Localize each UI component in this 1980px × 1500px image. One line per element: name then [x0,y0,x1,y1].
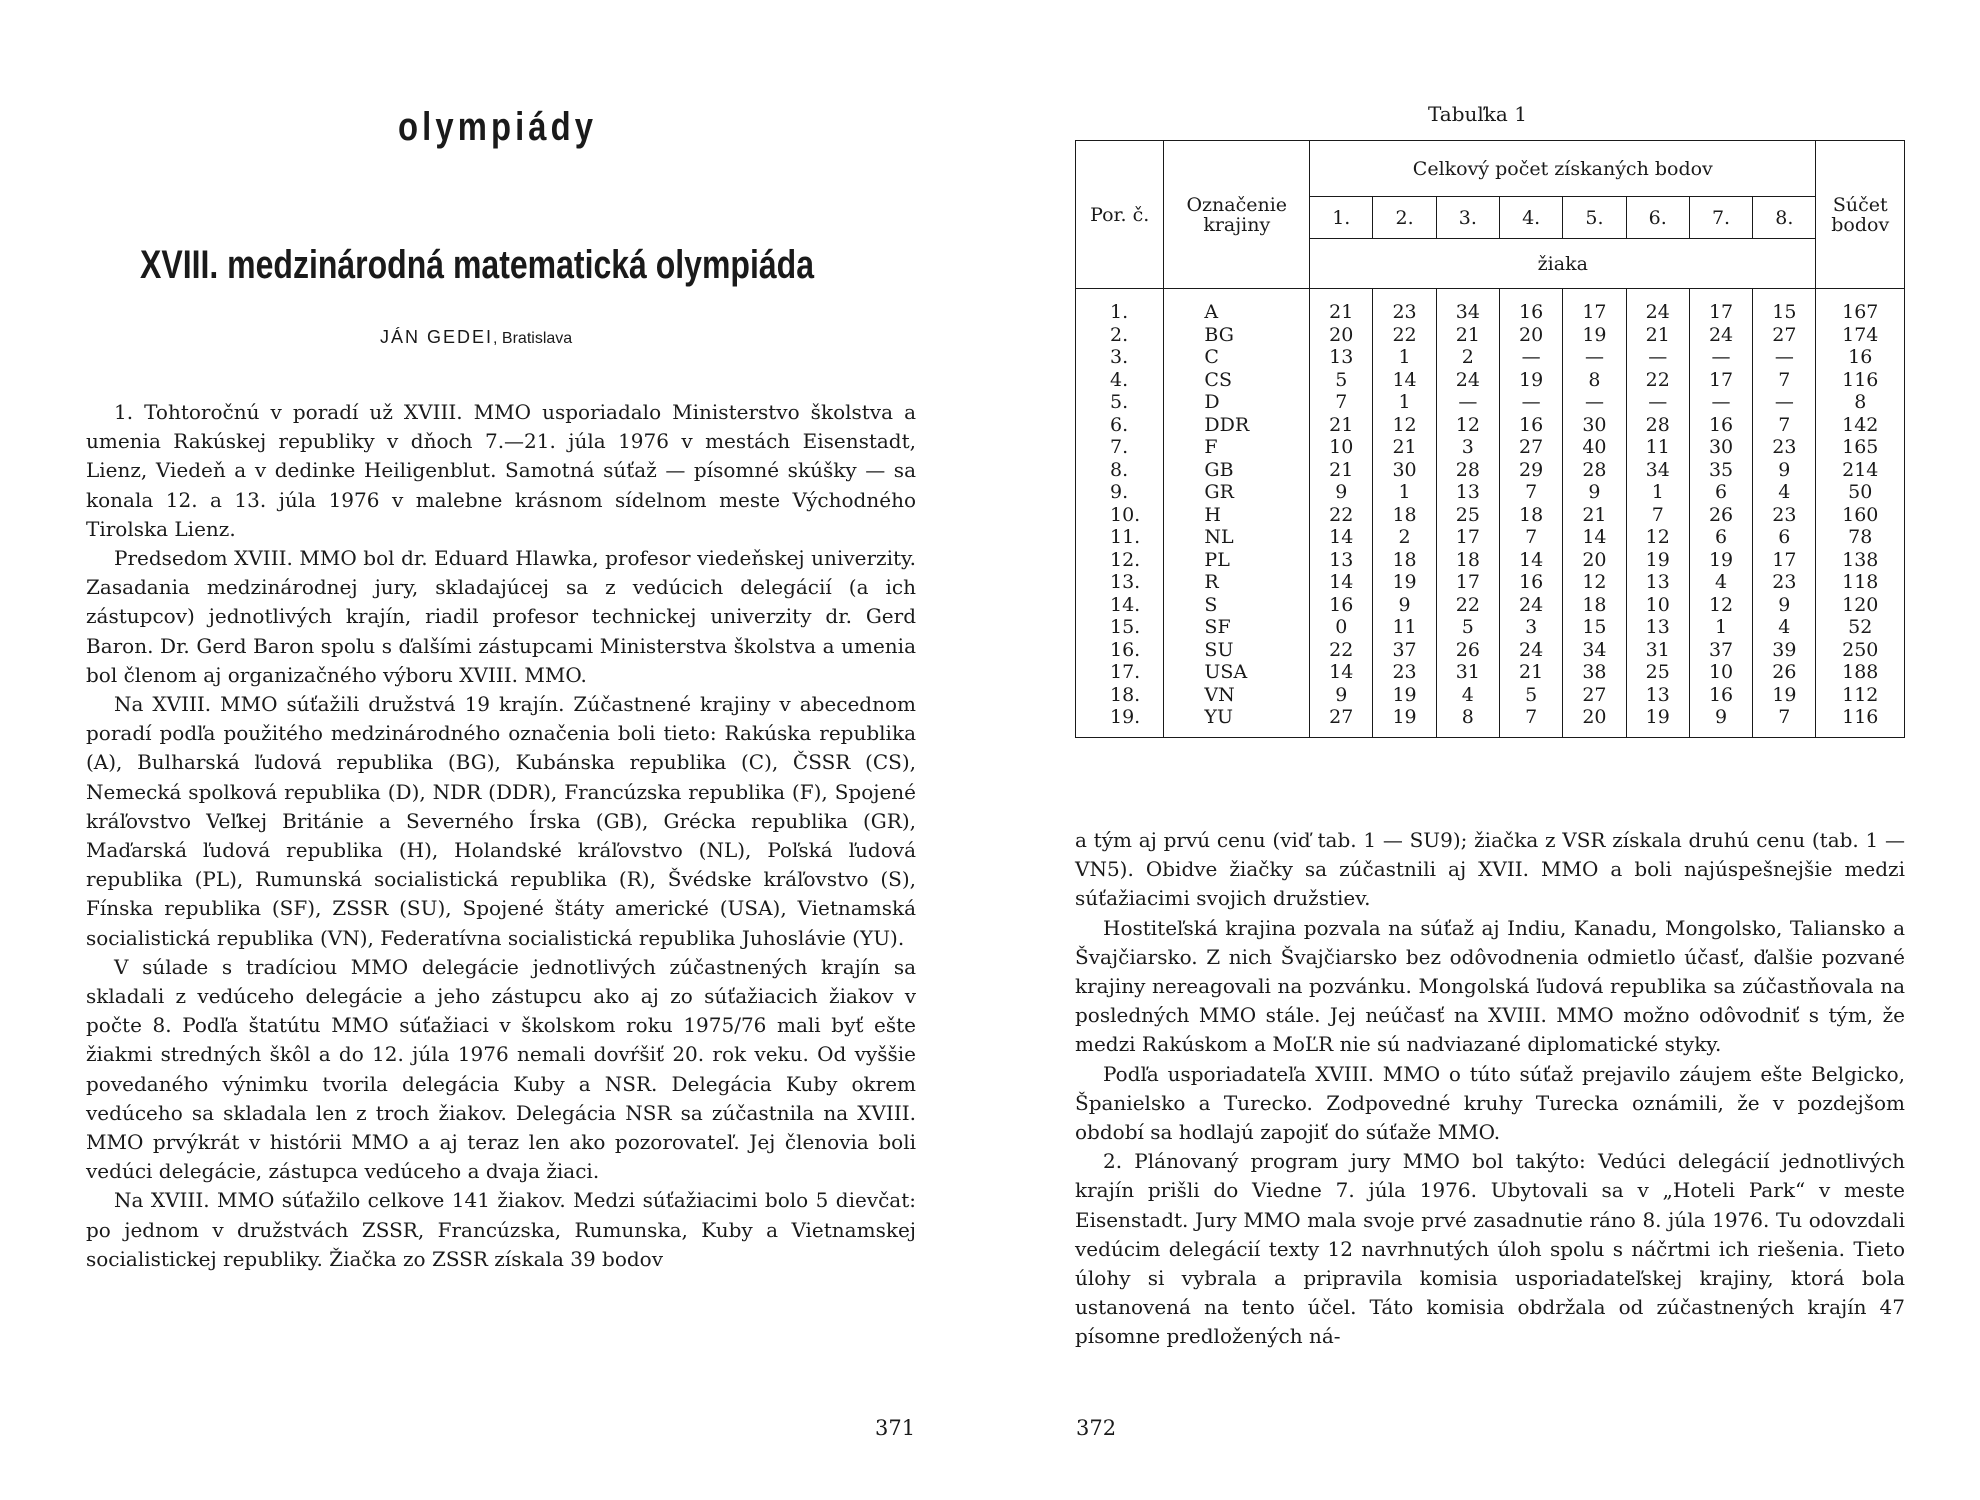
score-cell: 21 [1626,324,1689,347]
country-cell: H [1164,504,1310,527]
score-cell: — [1753,391,1816,414]
score-cell: 34 [1436,289,1499,324]
table-row [1076,414,1905,437]
score-cell: 27 [1500,436,1563,459]
score-cell: 4 [1436,684,1499,707]
score-cell: 1 [1689,616,1752,639]
score-cell: — [1563,346,1626,369]
score-cell: 7 [1753,414,1816,437]
rank-cell: 8. [1076,459,1164,482]
score-cell: 19 [1500,369,1563,392]
score-cell: 31 [1626,639,1689,662]
score-cell: 13 [1310,549,1373,572]
rank-cell: 2. [1076,324,1164,347]
rank-cell: 18. [1076,684,1164,707]
score-cell: 34 [1563,639,1626,662]
sum-cell: 188 [1816,661,1905,684]
author-line [380,327,572,348]
score-cell: 5 [1310,369,1373,392]
score-cell: 24 [1436,369,1499,392]
country-cell: GR [1164,481,1310,504]
score-cell: 16 [1500,289,1563,324]
score-cell: 23 [1373,661,1436,684]
score-cell: 1 [1373,346,1436,369]
score-cell: 1 [1373,481,1436,504]
country-cell: PL [1164,549,1310,572]
score-cell: 9 [1689,706,1752,737]
table-row [1076,549,1905,572]
paragraph: V súlade s tradíciou MMO delegácie jednotlivých zúčastnených krajín sa skladali z vedúceho delegácie a jeho zástupcu ako aj zo súťažiacich žiakov v počte 8. Podľa štatútu MMO súťažiaci v školskom roku 1975/76 mali byť ešte žiakmi stredných škôl a do 12. júla 1976 nemali dovŕšiť 20. rok veku. Od vyššie povedaného výnimku tvorila delegácia Kuby a NSR. Delegácia Kuby okrem vedúceho sa skladala len z troch žiakov. Delegácia NSR sa zúčastnila na XVIII. MMO prvýkrát v histórii MMO a aj teraz len ako pozorovateľ. Jej členovia boli vedúci delegácie, zástupca vedúceho a dvaja žiaci. [86,954,916,1184]
table-row [1076,571,1905,594]
sum-cell: 214 [1816,459,1905,482]
score-cell: 8 [1563,369,1626,392]
header-problem: 4. [1500,197,1563,239]
score-cell: 16 [1500,414,1563,437]
table-row [1076,684,1905,707]
country-cell: DDR [1164,414,1310,437]
score-cell: 19 [1373,571,1436,594]
header-problem: 8. [1753,197,1816,239]
score-cell: 14 [1563,526,1626,549]
score-cell: 14 [1310,571,1373,594]
score-cell: 20 [1563,706,1626,737]
score-cell: — [1626,391,1689,414]
score-cell: 16 [1689,414,1752,437]
score-cell: 12 [1563,571,1626,594]
score-cell: 7 [1500,706,1563,737]
score-cell: 2 [1436,346,1499,369]
score-cell: 10 [1689,661,1752,684]
sum-cell: 16 [1816,346,1905,369]
score-cell: — [1500,346,1563,369]
header-pupil: žiaka [1310,239,1816,289]
sum-cell: 116 [1816,369,1905,392]
country-cell: NL [1164,526,1310,549]
score-cell: 9 [1310,684,1373,707]
score-cell: 28 [1436,459,1499,482]
country-cell: CS [1164,369,1310,392]
score-cell: 19 [1626,549,1689,572]
score-cell: 13 [1626,616,1689,639]
rank-cell: 15. [1076,616,1164,639]
paragraph: 1. Tohtoročnú v poradí už XVIII. MMO usporiadalo Ministerstvo školstva a umenia Rakúskej republiky v dňoch 7.—21. júla 1976 v mestách Eisenstadt, Lienz, Viedeň a v dedinke Heiligenblut. Samotná súťaž — písomné skúšky — sa konala 12. a 13. júla 1976 v malebne krásnom sídelnom meste Východného Tirolska Lienz. [86,400,916,541]
rank-cell: 10. [1076,504,1164,527]
score-cell: 4 [1689,571,1752,594]
score-cell: 38 [1563,661,1626,684]
sum-cell: 250 [1816,639,1905,662]
score-cell: 18 [1373,549,1436,572]
sum-cell: 142 [1816,414,1905,437]
sum-cell: 50 [1816,481,1905,504]
score-cell: — [1563,391,1626,414]
score-cell: 13 [1626,684,1689,707]
score-cell: 19 [1373,706,1436,737]
score-cell: 37 [1689,639,1752,662]
country-cell: BG [1164,324,1310,347]
score-cell: 40 [1563,436,1626,459]
paragraph: Na XVIII. MMO súťažilo celkove 141 žiakov. Medzi súťažiacimi bolo 5 dievčat: po jednom v družstvách ZSSR, Francúzska, Rumunska, Kuby a Vietnamskej socialistickej republiky. Žiačka zo ZSSR získala 39 bodov [86,1188,916,1271]
score-cell: 27 [1753,324,1816,347]
score-cell: 21 [1310,459,1373,482]
author-city: , Bratislava [493,330,573,347]
score-cell: 35 [1689,459,1752,482]
rank-cell: 14. [1076,594,1164,617]
table-body [1076,289,1905,738]
table-row [1076,459,1905,482]
score-cell: 29 [1500,459,1563,482]
country-cell: D [1164,391,1310,414]
score-cell: 7 [1500,481,1563,504]
sum-cell: 138 [1816,549,1905,572]
score-cell: 18 [1436,549,1499,572]
score-cell: 27 [1563,684,1626,707]
rank-cell: 7. [1076,436,1164,459]
score-cell: 15 [1753,289,1816,324]
score-cell: — [1753,346,1816,369]
country-cell: S [1164,594,1310,617]
rank-cell: 17. [1076,661,1164,684]
score-cell: 20 [1563,549,1626,572]
score-cell: 19 [1373,684,1436,707]
score-cell: 23 [1753,504,1816,527]
score-cell: 15 [1563,616,1626,639]
right-text-column [1075,826,1905,1352]
score-cell: 14 [1310,526,1373,549]
country-cell: SF [1164,616,1310,639]
country-cell: SU [1164,639,1310,662]
score-cell: 34 [1626,459,1689,482]
header-rank: Por. č. [1076,141,1164,289]
score-cell: 24 [1689,324,1752,347]
score-cell: 23 [1753,571,1816,594]
sum-cell: 174 [1816,324,1905,347]
paragraph: Podľa usporiadateľa XVIII. MMO o túto súťaž prejavilo záujem ešte Belgicko, Španielsko a Turecko. Zodpovedné kruhy Turecka oznámili, že v pozdejšom období sa hodlajú zapojiť do súťaže MMO. [1075,1061,1905,1145]
left-text-column [86,398,916,1274]
sum-cell: 8 [1816,391,1905,414]
header-problem: 3. [1436,197,1499,239]
score-cell: 9 [1753,459,1816,482]
score-cell: 11 [1373,616,1436,639]
country-cell: C [1164,346,1310,369]
score-cell: 18 [1373,504,1436,527]
rank-cell: 13. [1076,571,1164,594]
score-cell: — [1500,391,1563,414]
page-number: 371 [875,1416,916,1440]
score-cell: 26 [1753,661,1816,684]
score-cell: 16 [1500,571,1563,594]
rank-cell: 11. [1076,526,1164,549]
rank-cell: 19. [1076,706,1164,737]
sum-cell: 120 [1816,594,1905,617]
score-cell: 27 [1310,706,1373,737]
score-cell: 6 [1689,526,1752,549]
score-cell: 7 [1626,504,1689,527]
sum-cell: 118 [1816,571,1905,594]
country-cell: YU [1164,706,1310,737]
score-cell: 13 [1436,481,1499,504]
country-cell: USA [1164,661,1310,684]
country-cell: VN [1164,684,1310,707]
score-cell: 17 [1753,549,1816,572]
score-cell: 22 [1310,504,1373,527]
rank-cell: 9. [1076,481,1164,504]
score-cell: 26 [1689,504,1752,527]
score-cell: 31 [1436,661,1499,684]
header-sum: Súčet bodov [1816,141,1905,289]
table-row [1076,436,1905,459]
rank-cell: 16. [1076,639,1164,662]
score-cell: 17 [1689,289,1752,324]
score-cell: 2 [1373,526,1436,549]
score-cell: 39 [1753,639,1816,662]
score-cell: 21 [1310,289,1373,324]
score-cell: 7 [1753,706,1816,737]
score-cell: 12 [1436,414,1499,437]
score-cell: — [1689,346,1752,369]
rank-cell: 3. [1076,346,1164,369]
rank-cell: 6. [1076,414,1164,437]
score-cell: 13 [1626,571,1689,594]
score-cell: 17 [1563,289,1626,324]
score-cell: 19 [1626,706,1689,737]
score-cell: 14 [1310,661,1373,684]
score-cell: 19 [1689,549,1752,572]
country-cell: GB [1164,459,1310,482]
paragraph: Hostiteľská krajina pozvala na súťaž aj Indiu, Kanadu, Mongolsko, Taliansko a Švajčiarsko. Z nich Švajčiarsko bez odôvodnenia odmietlo účasť, ďalšie pozvané krajiny nereagovali na pozvánku. Mongolská ľudová republika sa zúčastňovala na posledných MMO stále. Jej neúčasť na XVIII. MMO možno odôvodniť s tým, že medzi Rakúskom a MoĽR nie sú nadviazané diplomatické styky. [1075,915,1905,1057]
score-cell: 22 [1626,369,1689,392]
paragraph: Predsedom XVIII. MMO bol dr. Eduard Hlawka, profesor viedeňskej univerzity. Zasadania medzinárodnej jury, skladajúcej sa z vedúcich delegácií (a ich zástupcov) jednotlivých krajín, riadil profesor technickej univerzity dr. Gerd Baron. Dr. Gerd Baron spolu s ďalšími zástupcami Ministerstva školstva a umenia bol členom aj organizačného výboru XVIII. MMO. [86,546,916,687]
score-cell: 7 [1500,526,1563,549]
score-cell: 30 [1563,414,1626,437]
score-cell: 0 [1310,616,1373,639]
score-cell: 14 [1373,369,1436,392]
score-cell: — [1689,391,1752,414]
rank-cell: 12. [1076,549,1164,572]
score-cell: 12 [1626,526,1689,549]
score-cell: 6 [1689,481,1752,504]
score-cell: — [1436,391,1499,414]
score-cell: 4 [1753,481,1816,504]
score-cell: 28 [1563,459,1626,482]
paragraph: 2. Plánovaný program jury MMO bol takýto: Vedúci delegácií jednotlivých krajín prišli do Viedne 7. júla 1976. Ubytovali sa v „Hoteli Park“ v meste Eisenstadt. Jury MMO mala svoje prvé zasadnutie ráno 8. júla 1976. Tu odovzdali vedúcim delegácií texty 12 navrhnutých úloh spolu s náčrtmi ich riešenia. Tieto úlohy si vybrala a pripravila komisia usporiadateľskej krajiny, ktorá bola ustanovená na tento účel. Táto komisia obdržala od zúčastnených krajín 47 písomne predložených ná- [1075,1149,1905,1349]
score-cell: 21 [1373,436,1436,459]
score-cell: 4 [1753,616,1816,639]
score-cell: 9 [1373,594,1436,617]
score-cell: 17 [1689,369,1752,392]
paragraph: a tým aj prvú cenu (viď tab. 1 — SU9); žiačka z VSR získala druhú cenu (tab. 1 — VN5). Obidve žiačky sa zúčastnili aj XVII. MMO a boli najúspešnejšie medzi súťažiacimi svojich družstiev. [1075,828,1905,911]
table-row [1076,346,1905,369]
results-table [1075,140,1905,738]
score-cell: 9 [1310,481,1373,504]
score-cell: 20 [1310,324,1373,347]
score-cell: 23 [1373,289,1436,324]
score-cell: 5 [1500,684,1563,707]
score-cell: 7 [1310,391,1373,414]
table-row [1076,706,1905,737]
sum-cell: 112 [1816,684,1905,707]
country-cell: R [1164,571,1310,594]
header-country: Označenie krajiny [1164,141,1310,289]
score-cell: 26 [1436,639,1499,662]
header-problem: 6. [1626,197,1689,239]
sum-cell: 165 [1816,436,1905,459]
table-row [1076,369,1905,392]
score-cell: 3 [1500,616,1563,639]
paragraph: Na XVIII. MMO súťažili družstvá 19 krajín. Zúčastnené krajiny v abecednom poradí podľa použitého medzinárodného označenia boli tieto: Rakúska republika (A), Bulharská ľudová republika (BG), Kubánska republika (C), ČSSR (CS), Nemecká spolková republika (D), NDR (DDR), Francúzska republika (F), Spojené kráľovstvo Veľkej Británie a Severného Írska (GB), Grécka republika (GR), Maďarská ľudová republika (H), Holandské kráľovstvo (NL), Poľská ľudová republika (PL), Rumunská socialistická republika (R), Švédske kráľovstvo (S), Fínska republika (SF), ZSSR (SU), Spojené štáty americké (USA), Vietnamská socialistická republika (VN), Federatívna socialistická republika Juhoslávie (YU). [86,692,916,950]
score-cell: 25 [1436,504,1499,527]
score-cell: 10 [1310,436,1373,459]
score-cell: 30 [1373,459,1436,482]
score-cell: 8 [1436,706,1499,737]
sum-cell: 167 [1816,289,1905,324]
score-cell: 21 [1563,504,1626,527]
score-cell: 24 [1500,594,1563,617]
table-row [1076,661,1905,684]
score-cell: — [1626,346,1689,369]
table-row [1076,289,1905,324]
score-cell: 1 [1373,391,1436,414]
score-cell: 12 [1373,414,1436,437]
table-row [1076,526,1905,549]
score-cell: 9 [1563,481,1626,504]
score-cell: 25 [1626,661,1689,684]
header-total-points: Celkový počet získaných bodov [1310,141,1816,197]
score-cell: 1 [1626,481,1689,504]
score-cell: 22 [1373,324,1436,347]
score-cell: 21 [1436,324,1499,347]
rank-cell: 4. [1076,369,1164,392]
score-cell: 30 [1689,436,1752,459]
score-cell: 17 [1436,571,1499,594]
score-cell: 24 [1500,639,1563,662]
table-row [1076,481,1905,504]
table-row [1076,504,1905,527]
country-cell: A [1164,289,1310,324]
score-cell: 13 [1310,346,1373,369]
score-cell: 21 [1500,661,1563,684]
score-cell: 19 [1753,684,1816,707]
score-cell: 18 [1500,504,1563,527]
rank-cell: 1. [1076,289,1164,324]
score-cell: 28 [1626,414,1689,437]
page-number: 372 [1076,1416,1117,1440]
score-cell: 20 [1500,324,1563,347]
score-cell: 14 [1500,549,1563,572]
right-page [990,0,1980,1500]
score-cell: 24 [1626,289,1689,324]
sum-cell: 116 [1816,706,1905,737]
table-caption: Tabuľka 1 [1428,102,1527,126]
header-problem: 7. [1689,197,1752,239]
header-problem: 1. [1310,197,1373,239]
score-cell: 6 [1753,526,1816,549]
country-cell: F [1164,436,1310,459]
sum-cell: 160 [1816,504,1905,527]
score-cell: 22 [1310,639,1373,662]
score-cell: 16 [1689,684,1752,707]
score-cell: 21 [1310,414,1373,437]
rank-cell: 5. [1076,391,1164,414]
sum-cell: 52 [1816,616,1905,639]
score-cell: 18 [1563,594,1626,617]
author-name: JÁN GEDEI [380,327,494,347]
article-title: XVIII. medzinárodná matematická olympiáda [140,243,814,287]
score-cell: 37 [1373,639,1436,662]
table-row [1076,639,1905,662]
sum-cell: 78 [1816,526,1905,549]
table-row [1076,391,1905,414]
table-row [1076,616,1905,639]
table-row [1076,324,1905,347]
section-title: olympiády [398,105,598,149]
score-cell: 10 [1626,594,1689,617]
score-cell: 9 [1753,594,1816,617]
table-row [1076,594,1905,617]
score-cell: 12 [1689,594,1752,617]
score-cell: 17 [1436,526,1499,549]
score-cell: 16 [1310,594,1373,617]
header-problem: 2. [1373,197,1436,239]
score-cell: 23 [1753,436,1816,459]
score-cell: 7 [1753,369,1816,392]
score-cell: 19 [1563,324,1626,347]
score-cell: 11 [1626,436,1689,459]
score-cell: 5 [1436,616,1499,639]
score-cell: 22 [1436,594,1499,617]
header-problem: 5. [1563,197,1626,239]
score-cell: 3 [1436,436,1499,459]
